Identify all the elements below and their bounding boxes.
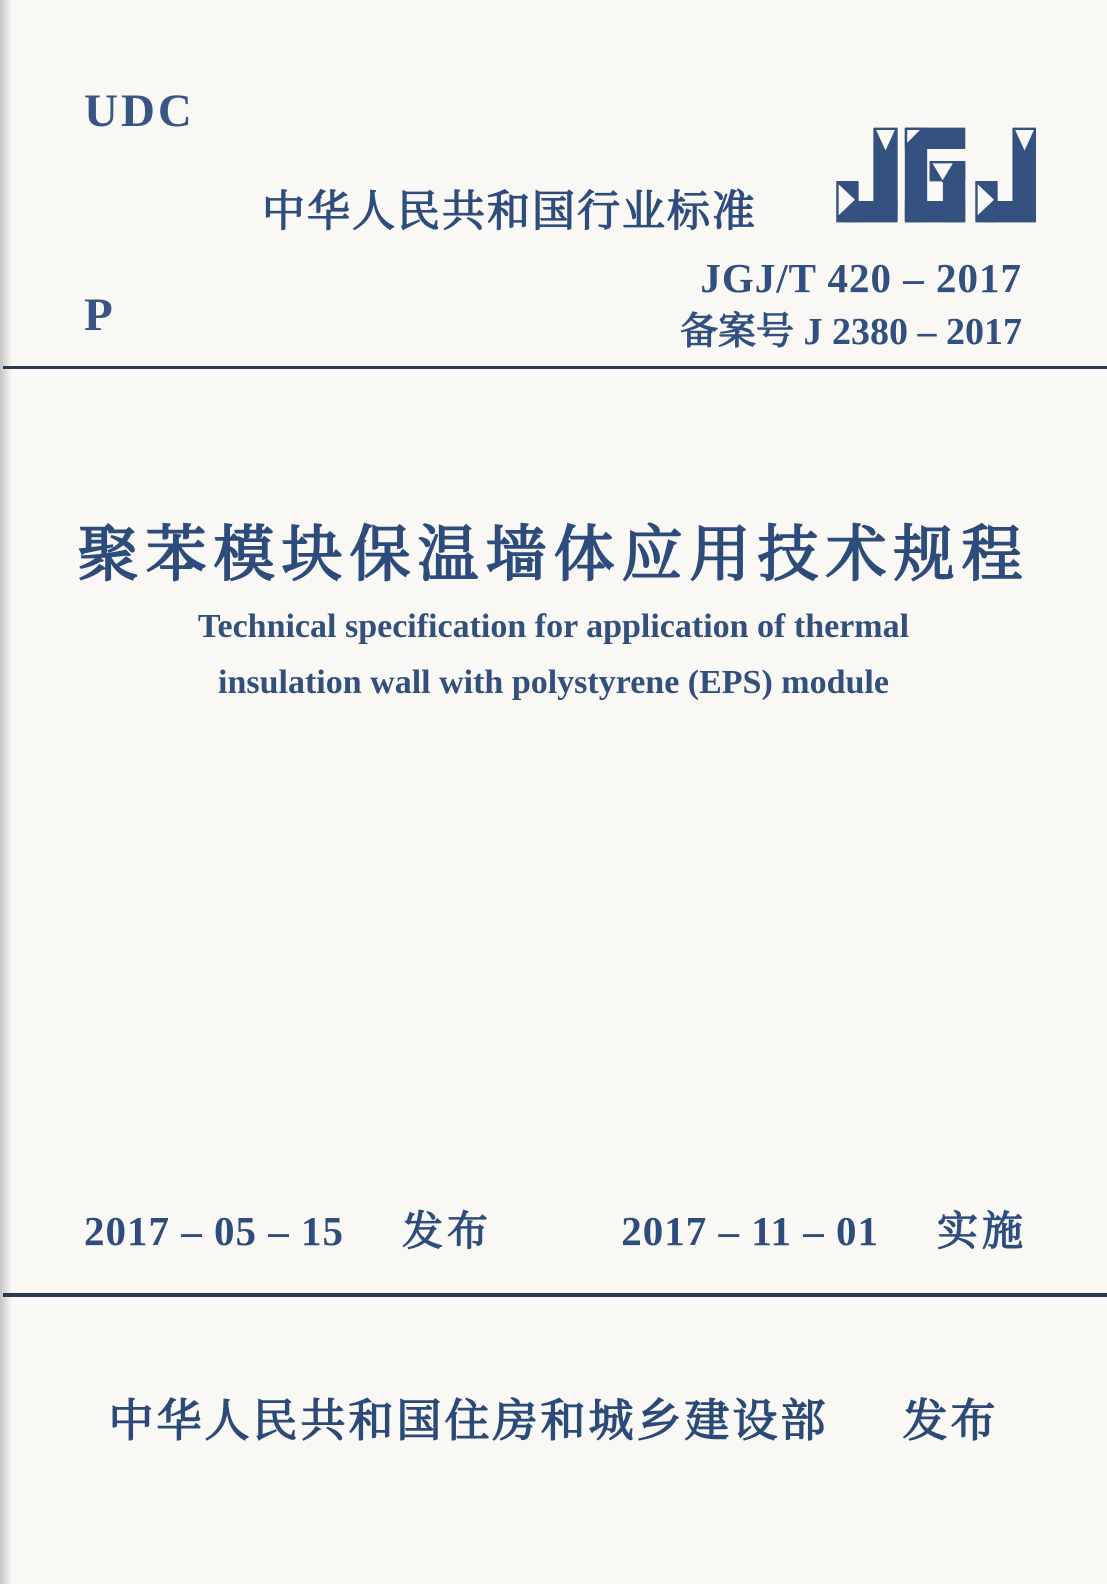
header-divider-rule [3, 366, 1107, 369]
issue-action-label: 发布 [402, 1208, 492, 1254]
issue-date: 2017 – 05 – 15 [84, 1208, 344, 1254]
publisher-row [0, 1384, 1107, 1449]
implement-date: 2017 – 11 – 01 [621, 1208, 879, 1254]
title-english-line2: insulation wall with polystyrene (EPS) module [218, 664, 889, 701]
title-chinese: 聚苯模块保温墙体应用技术规程 [77, 522, 1030, 589]
classification-code: P [84, 289, 113, 341]
udc-code: UDC [84, 85, 195, 137]
implement-action-label: 实施 [937, 1208, 1027, 1254]
standard-number: JGJ/T 420 – 2017 [700, 255, 1022, 301]
footer-divider-rule [3, 1293, 1107, 1297]
jgj-logo-icon [836, 124, 1036, 226]
issue-date-group [84, 1198, 492, 1257]
implement-date-group [621, 1198, 1027, 1257]
publisher-name: 中华人民共和国住房和城乡建设部 [108, 1395, 829, 1446]
title-english-line1: Technical specification for application of thermal [197, 608, 910, 645]
publish-action-label: 发布 [902, 1395, 999, 1446]
record-number: 备案号 J 2380 – 2017 [679, 311, 1022, 353]
standard-type-title: 中华人民共和国行业标准 [262, 188, 757, 236]
